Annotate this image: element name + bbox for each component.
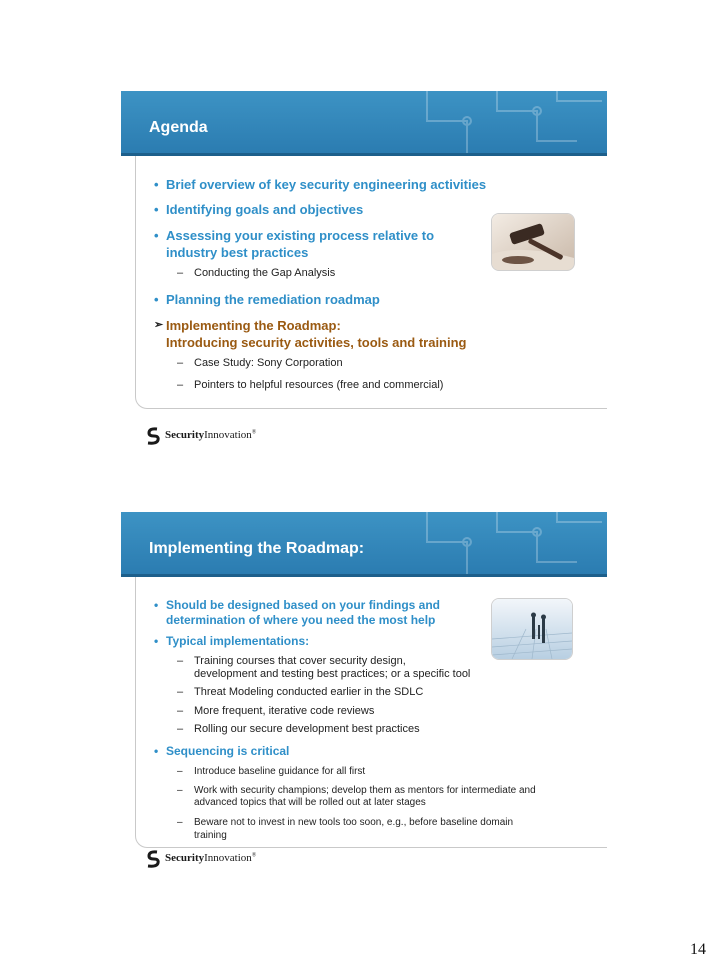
sub-bullet-item: – Beware not to invest in new tools too soon, e.g., before baseline domain [177, 817, 514, 828]
sub-bullet-item: – Rolling our secure development best practices [177, 723, 420, 735]
security-innovation-logo: SecurityInnovation® [143, 426, 163, 444]
bullet-dot-icon: • [154, 292, 159, 307]
sub-bullet-item: – Conducting the Gap Analysis [177, 267, 336, 279]
current-section-continuation: Introducing security activities, tools and training [166, 335, 467, 350]
bullet-item: • Identifying goals and objectives [154, 202, 364, 217]
bullet-item: • Typical implementations: [154, 634, 310, 648]
slide-title: Implementing the Roadmap: [149, 540, 365, 557]
slide-header [121, 512, 607, 577]
slide-agenda [121, 91, 607, 471]
security-innovation-logo: SecurityInnovation® [143, 849, 163, 867]
gavel-icon [492, 214, 574, 270]
slide-implementing [121, 512, 607, 892]
bullet-dot-icon: • [154, 202, 159, 217]
sub-bullet-item: – Pointers to helpful resources (free and commercial) [177, 379, 444, 391]
sub-bullet-continuation: development and testing best practices; or a specific tool [194, 668, 471, 680]
content-frame [135, 156, 607, 409]
sub-bullet-continuation: advanced topics that will be rolled out at later stages [194, 797, 426, 808]
bullet-item: • Should be designed based on your findings and [154, 598, 441, 612]
page-number: 14 [690, 941, 706, 958]
sub-bullet-item: – Case Study: Sony Corporation [177, 357, 343, 369]
sub-bullet-item: – Work with security champions; develop them as mentors for intermediate and [177, 785, 536, 796]
bullet-item: • Assessing your existing process relative to [154, 228, 435, 243]
sub-bullet-item: – Training courses that cover security design, [177, 655, 406, 667]
bullet-item: • Sequencing is critical [154, 744, 290, 758]
slide-header [121, 91, 607, 156]
bullet-dot-icon: • [154, 598, 159, 612]
sub-bullet-continuation: training [194, 830, 227, 841]
bullet-dot-icon: • [154, 228, 159, 243]
circuit-pattern-icon [407, 512, 607, 577]
slide-title: Agenda [149, 119, 208, 136]
bullet-dot-icon: • [154, 177, 159, 192]
bullet-item: • Planning the remediation roadmap [154, 292, 380, 307]
circuit-pattern-icon [407, 91, 607, 156]
bullet-continuation: industry best practices [166, 245, 309, 260]
bullet-dot-icon: • [154, 634, 159, 648]
logo-mark-icon [143, 426, 163, 446]
sub-bullet-item: – More frequent, iterative code reviews [177, 705, 375, 717]
current-section-item: ➢ Implementing the Roadmap: [154, 318, 341, 333]
chess-pieces-icon [492, 599, 572, 659]
bullet-dot-icon: • [154, 744, 159, 758]
logo-mark-icon [143, 849, 163, 869]
bullet-continuation: determination of where you need the most help [166, 613, 436, 627]
arrow-right-icon: ➢ [154, 319, 164, 331]
sub-bullet-item: – Threat Modeling conducted earlier in the SDLC [177, 686, 424, 698]
chess-pieces-photo [491, 598, 573, 660]
bullet-item: • Brief overview of key security engineering activities [154, 177, 487, 192]
gavel-photo [491, 213, 575, 271]
sub-bullet-item: – Introduce baseline guidance for all first [177, 766, 366, 777]
